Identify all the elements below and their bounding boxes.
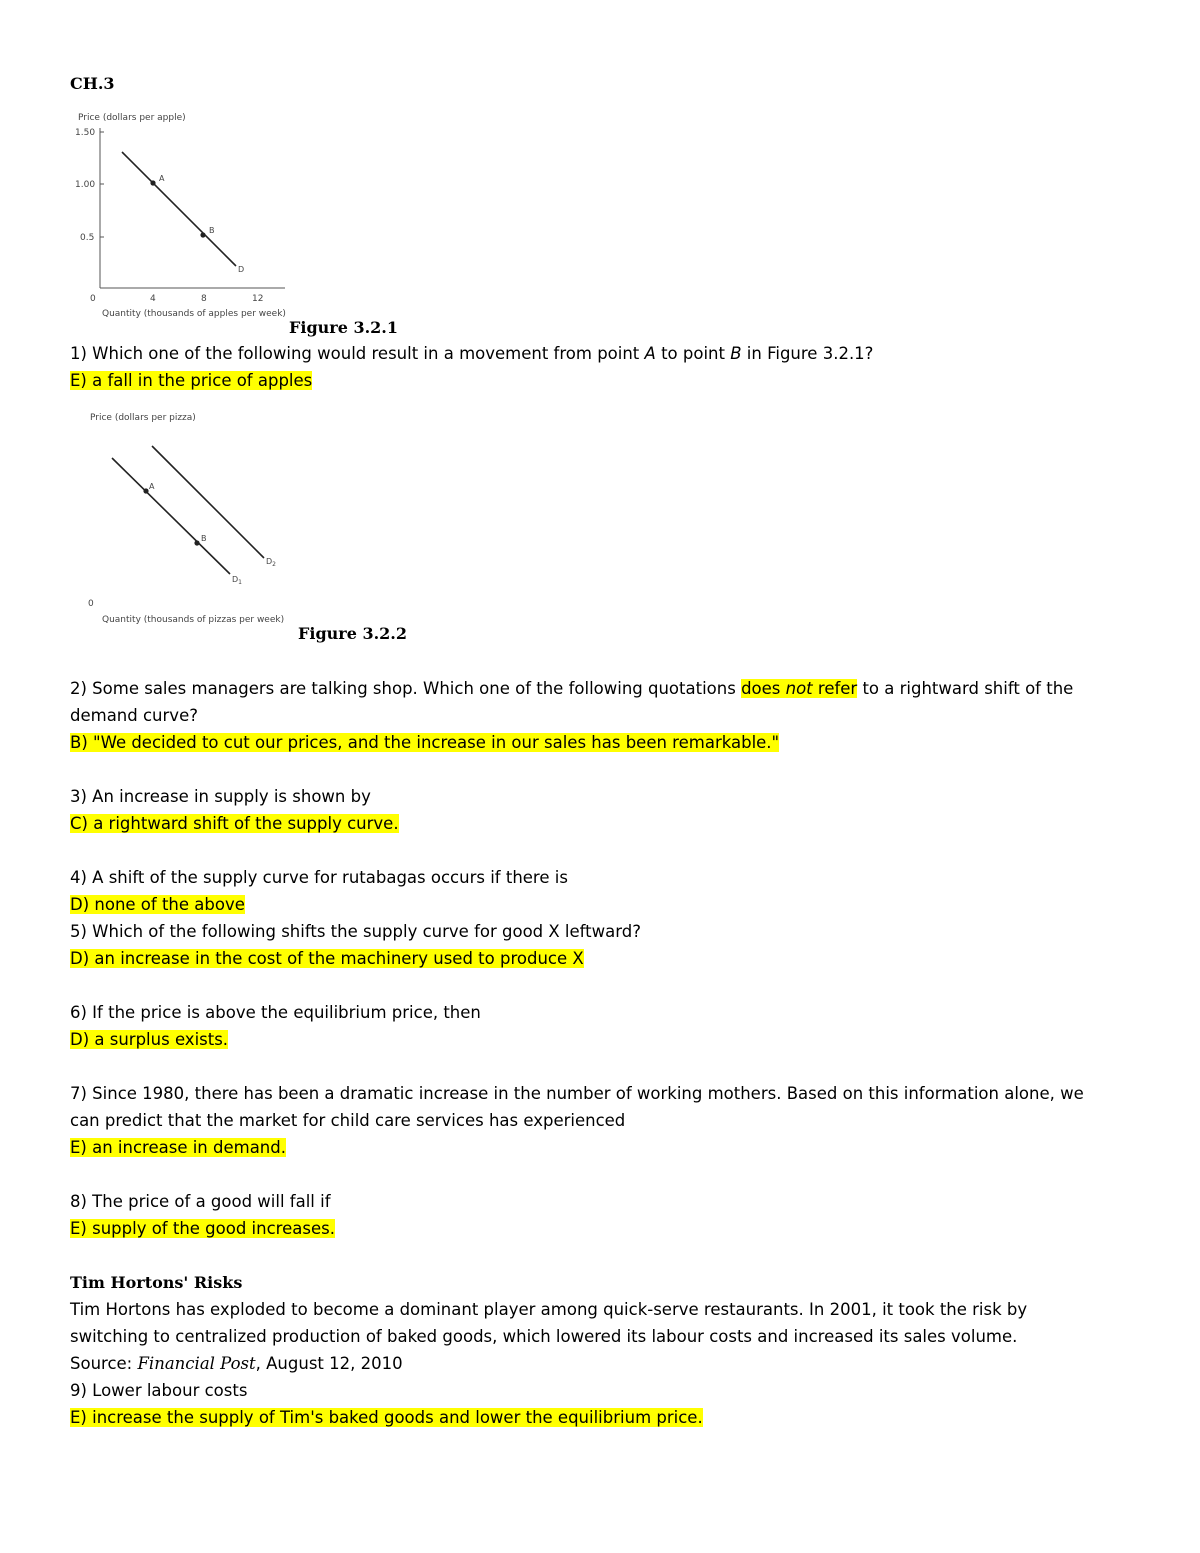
- fig1-x-tick-label: 8: [201, 294, 207, 304]
- fig1-y-tick-label: 1.00: [75, 180, 96, 190]
- question-4: 4) A shift of the supply curve for rutabagas occurs if there is: [70, 868, 568, 887]
- fig2-point-a-label: A: [149, 482, 155, 491]
- question-6: 6) If the price is above the equilibrium price, then: [70, 1003, 481, 1022]
- fig1-x-tick-label: 12: [252, 294, 264, 304]
- question-2: 2) Some sales managers are talking shop. Which one of the following quotations does not refer to a rightward shift of the: [70, 679, 1074, 698]
- fig2-y-axis-label: Price (dollars per pizza): [90, 413, 196, 423]
- figure-3-2-2-caption: Figure 3.2.2: [298, 624, 407, 643]
- chapter-title: CH.3: [70, 74, 115, 93]
- question-7: 7) Since 1980, there has been a dramatic increase in the number of working mothers. Based on this information alone, we: [70, 1084, 1084, 1103]
- fig1-y-tick-label: 0.5: [80, 233, 95, 243]
- fig1-x-tick-label: 4: [150, 294, 156, 304]
- case-source: Source: Financial Post, August 12, 2010: [70, 1354, 403, 1373]
- figure-3-2-2-chart: [70, 400, 300, 630]
- fig1-point-b: [200, 232, 205, 237]
- figure-3-2-1-caption: Figure 3.2.1: [289, 318, 398, 337]
- fig1-y-tick-label: 1.50: [75, 128, 96, 138]
- fig1-y-axis-label: Price (dollars per apple): [78, 113, 186, 123]
- fig2-d1-curve: [112, 458, 230, 574]
- case-title: Tim Hortons' Risks: [70, 1273, 243, 1292]
- fig2-point-b: [194, 540, 199, 545]
- fig1-point-a: [150, 180, 155, 185]
- fig2-d1-label: $D_1$: [232, 575, 242, 586]
- answer-6: D) a surplus exists.: [70, 1030, 229, 1049]
- fig1-x-axis-label: Quantity (thousands of apples per week): [102, 309, 286, 319]
- question-9: 9) Lower labour costs: [70, 1381, 248, 1400]
- fig2-origin-label: 0: [88, 599, 94, 609]
- question-7-line-2: can predict that the market for child care services has experienced: [70, 1111, 626, 1130]
- fig2-d2-label: $D_2$: [266, 557, 276, 568]
- answer-9: E) increase the supply of Tim's baked goods and lower the equilibrium price.: [70, 1408, 703, 1427]
- answer-5: D) an increase in the cost of the machinery used to produce X: [70, 949, 584, 968]
- case-text-line-1: Tim Hortons has exploded to become a dominant player among quick-serve restaurants. In 2001, it took the risk by: [70, 1300, 1028, 1319]
- answer-4: D) none of the above: [70, 895, 245, 914]
- question-2-line-2: demand curve?: [70, 706, 198, 725]
- fig2-point-a: [143, 488, 148, 493]
- fig2-point-b-label: B: [201, 534, 207, 543]
- answer-2: B) "We decided to cut our prices, and the increase in our sales has been remarkable.": [70, 733, 780, 752]
- answer-3: C) a rightward shift of the supply curve.: [70, 814, 399, 833]
- answer-1: E) a fall in the price of apples: [70, 371, 313, 390]
- fig1-demand-curve: [122, 152, 236, 266]
- answer-7: E) an increase in demand.: [70, 1138, 286, 1157]
- question-5: 5) Which of the following shifts the supply curve for good X leftward?: [70, 922, 641, 941]
- figure-3-2-1-chart: [70, 100, 300, 325]
- fig1-point-b-label: B: [209, 226, 215, 235]
- case-text-line-2: switching to centralized production of baked goods, which lowered its labour costs and increased its sales volume.: [70, 1327, 1018, 1346]
- fig2-d2-curve: [152, 446, 264, 558]
- question-1: 1) Which one of the following would result in a movement from point A to point B in Figure 3.2.1?: [70, 344, 874, 363]
- question-8: 8) The price of a good will fall if: [70, 1192, 331, 1211]
- fig1-curve-label: D: [238, 265, 245, 274]
- fig1-point-a-label: A: [159, 174, 165, 183]
- fig1-x-tick-label: 0: [90, 294, 96, 304]
- question-3: 3) An increase in supply is shown by: [70, 787, 371, 806]
- answer-8: E) supply of the good increases.: [70, 1219, 335, 1238]
- fig2-x-axis-label: Quantity (thousands of pizzas per week): [102, 615, 285, 625]
